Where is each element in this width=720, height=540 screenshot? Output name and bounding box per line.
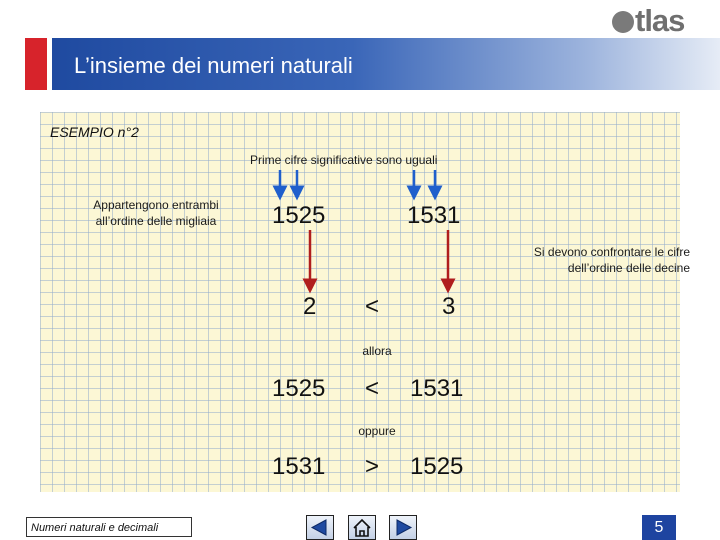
footer-label: Numeri naturali e decimali xyxy=(26,517,192,537)
tens-digit-right: 3 xyxy=(442,293,456,320)
home-button[interactable] xyxy=(348,515,376,540)
tens-note-line2: dell’ordine delle decine xyxy=(567,261,690,275)
comparison2-left: 1531 xyxy=(272,453,326,480)
page-number: 5 xyxy=(642,515,676,540)
comparison2-right: 1525 xyxy=(410,453,464,480)
number-a: 1525 xyxy=(272,202,326,229)
comparison2-operator: > xyxy=(365,453,380,480)
comparison1-left: 1525 xyxy=(272,375,326,402)
tens-note-line1: Si devono confrontare le cifre xyxy=(533,245,690,259)
tens-digit-left: 2 xyxy=(303,293,317,320)
page-title: L’insieme dei numeri naturali xyxy=(74,53,353,78)
prev-arrow-icon xyxy=(307,516,333,539)
atlas-logo xyxy=(612,3,702,38)
home-icon xyxy=(349,516,375,539)
thousands-note xyxy=(58,197,254,229)
globe-icon xyxy=(612,11,634,33)
allora-label: allora xyxy=(362,344,392,358)
thousands-note-line2: all’ordine delle migliaia xyxy=(95,214,217,228)
example-label: ESEMPIO n°2 xyxy=(50,124,139,140)
next-button[interactable] xyxy=(389,515,417,540)
logo-text: tlas xyxy=(635,3,685,38)
oppure-label: oppure xyxy=(358,424,396,438)
prev-button[interactable] xyxy=(306,515,334,540)
digit-operator: < xyxy=(365,293,380,320)
header-accent-bar xyxy=(25,38,47,90)
tens-note xyxy=(430,244,690,276)
thousands-note-line1: Appartengono entrambi xyxy=(93,198,219,212)
prime-digits-label: Prime cifre significative sono uguali xyxy=(250,153,438,167)
number-b: 1531 xyxy=(407,202,461,229)
comparison1-operator: < xyxy=(365,375,380,402)
next-arrow-icon xyxy=(390,516,416,539)
comparison1-right: 1531 xyxy=(410,375,464,402)
